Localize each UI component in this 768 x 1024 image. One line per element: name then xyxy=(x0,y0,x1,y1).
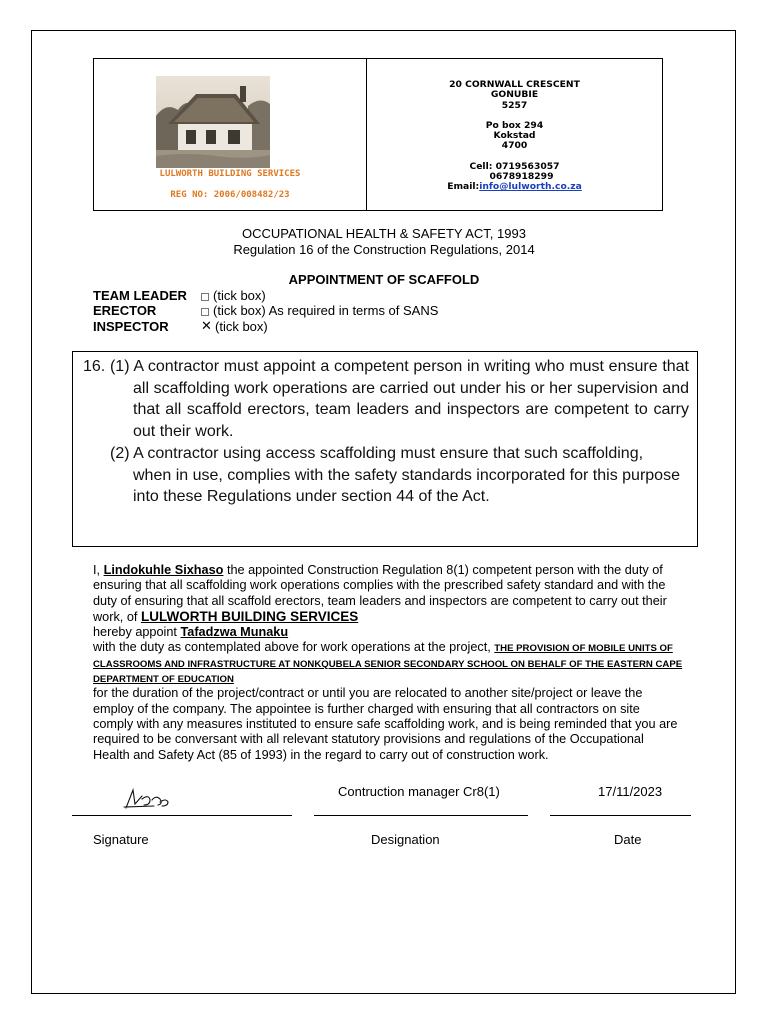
po-box-line: 4700 xyxy=(501,140,528,152)
letter-paragraph-1 xyxy=(93,563,683,625)
appointment-title: APPOINTMENT OF SCAFFOLD xyxy=(288,272,480,287)
letter-paragraph-2 xyxy=(93,640,683,686)
address-line: GONUBIE xyxy=(490,89,539,101)
signature-line xyxy=(72,815,292,816)
date-line xyxy=(550,815,691,816)
po-box-line: Po box 294 xyxy=(485,119,544,131)
role-note: (tick box) As required in terms of SANS xyxy=(213,303,439,319)
clause-2-text: (2) A contractor using access scaffolding must ensure that such scaffolding, when in use, complies with the safety standards incorporated for this purpose into these Regulations under section 44 of the Act. xyxy=(110,445,680,506)
letter-prefix: I, xyxy=(93,563,104,577)
role-checklist xyxy=(93,288,438,334)
letter-text: with the duty as contemplated above for work operations at the project, xyxy=(93,640,495,655)
designation-line xyxy=(314,815,528,816)
date-caption: Date xyxy=(614,832,642,847)
inspector-checkbox-checked[interactable]: ✕ xyxy=(201,318,212,334)
address-line: 5257 xyxy=(501,99,528,111)
letter-appoint-line xyxy=(93,625,683,640)
date-value: 17/11/2023 xyxy=(598,784,663,799)
letterhead-logo-panel xyxy=(94,59,367,210)
letter-text: the appointed Construction Regulation 8(1) competent person with the duty of ensuring that all scaffolding work operations complies with the prescribed safety standard and with the duty of ensuring that all scaffold erectors, team leaders and inspectors are competent to carry out their work, of xyxy=(93,563,667,624)
regulation-text-box xyxy=(72,351,698,547)
team-leader-checkbox[interactable] xyxy=(201,293,209,301)
project-name: THE PROVISION OF MOBILE UNITS OF CLASSROOMS AND INFRASTRUCTURE AT NONKQUBELA SENIOR SECONDARY SCHOOL ON BEHALF OF THE EASTERN CAPE DEPARTMENT OF EDUCATION xyxy=(93,643,683,686)
appointer-name: Lindokuhle Sixhaso xyxy=(103,563,224,577)
regulation-title: Regulation 16 of the Construction Regulations, 2014 xyxy=(233,242,535,257)
email-link[interactable]: info@lulworth.co.za xyxy=(479,181,582,193)
role-note: (tick box) xyxy=(213,288,266,303)
role-erector xyxy=(93,303,438,318)
role-team-leader xyxy=(93,288,438,303)
registration-number: REG NO: 2006/008482/23 xyxy=(170,190,290,200)
role-note: (tick box) xyxy=(215,318,268,334)
email-line xyxy=(367,182,662,192)
house-photo xyxy=(156,76,270,168)
clause-2 xyxy=(110,443,685,508)
appoint-prefix: hereby appoint xyxy=(93,625,181,640)
erector-checkbox[interactable] xyxy=(201,308,209,316)
email-label: Email: xyxy=(447,181,480,193)
letterhead-contact xyxy=(367,59,662,210)
clause-1 xyxy=(83,356,689,443)
company-name-inline: LULWORTH BUILDING SERVICES xyxy=(140,608,359,624)
appointment-letter xyxy=(93,563,683,763)
role-inspector xyxy=(93,319,438,334)
role-name: TEAM LEADER xyxy=(93,288,187,303)
role-name: INSPECTOR xyxy=(93,318,169,334)
designation-value: Contruction manager Cr8(1) xyxy=(338,784,500,799)
cell-number-2: 0678918299 xyxy=(489,171,554,183)
designation-caption: Designation xyxy=(371,832,440,847)
signature-mark xyxy=(122,786,172,812)
appointee-name: Tafadzwa Munaku xyxy=(180,625,289,640)
company-name: LULWORTH BUILDING SERVICES xyxy=(159,169,301,179)
letter-paragraph-3: for the duration of the project/contract or until you are relocated to another site/project or leave the employ of the company. The appointee is further charged with ensuring that all contractors on site comply with any measures instituted to ensure safe scaffolding work, and is being reminded that you are required to be conversant with all relevant statutory provisions and regulations of the Occupational Health and Safety Act (85 of 1993) in the regard to carry out of construction work. xyxy=(93,686,678,762)
address-line: 20 CORNWALL CRESCENT xyxy=(449,79,580,90)
signature-caption: Signature xyxy=(93,832,149,847)
act-title: OCCUPATIONAL HEALTH & SAFETY ACT, 1993 xyxy=(242,226,526,241)
letterhead xyxy=(93,58,663,211)
role-name: ERECTOR xyxy=(93,303,157,319)
po-box-line: Kokstad xyxy=(493,130,536,142)
clause-1-text: 16. (1) A contractor must appoint a competent person in writing who must ensure that all scaffolding work operations are carried out under his or her supervision and that all scaffold erectors, team leaders and inspectors are competent to carry out their work. xyxy=(83,358,689,441)
cell-number: Cell: 0719563057 xyxy=(469,160,560,172)
